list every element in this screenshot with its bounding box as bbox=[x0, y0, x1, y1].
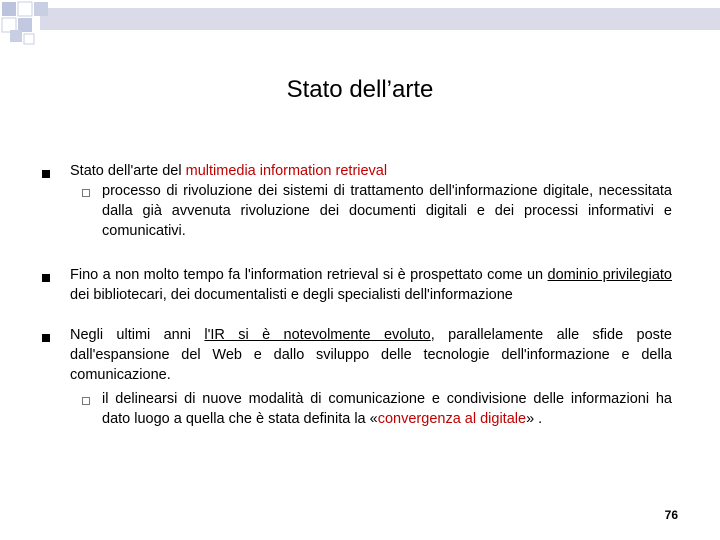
bullet-2-text: Fino a non molto tempo fa l'information retrieval si è prospettato come un dominio privilegiato dei bibliotecari, dei documentalisti e degli specialisti dell'informazione bbox=[70, 267, 672, 303]
bullet-3-text: Negli ultimi anni l'IR si è notevolmente evoluto, parallelamente alle sfide poste dall'espansione del Web e dallo sviluppo delle tecnologie dell'informazione e della comunicazione. bbox=[70, 327, 672, 383]
header-decoration bbox=[0, 0, 720, 50]
bullet-1-text bbox=[70, 161, 675, 181]
bullet-marker bbox=[42, 274, 50, 282]
bullet-1-sub-text: processo di rivoluzione dei sistemi di trattamento dell'informazione digitale, necessitata dalla già avvenuta rivoluzione dei documenti digitali e dei processi informativi e comunicativi. bbox=[102, 183, 672, 239]
bullet-1-highlight: multimedia information retrieval bbox=[185, 163, 388, 179]
sub-bullet-marker bbox=[82, 189, 90, 197]
sub-bullet-marker bbox=[82, 397, 90, 405]
bullet-marker bbox=[42, 170, 50, 178]
bullet-3-sub-text: il delinearsi di nuove modalità di comunicazione e condivisione delle informazioni ha dato luogo a quella che è stata definita la «convergenza al digitale» . bbox=[102, 391, 672, 427]
slide-title: Stato dell’arte bbox=[286, 76, 434, 103]
bullet-3-underline: l'IR si è notevolmente evoluto bbox=[204, 327, 431, 343]
bullet-1-prefix: Stato dell'arte del bbox=[70, 163, 186, 179]
page-number: 76 bbox=[664, 508, 678, 522]
bullet-marker bbox=[42, 334, 50, 342]
bullet-2-underline: dominio privilegiato bbox=[547, 267, 672, 283]
bullet-3-highlight: convergenza al digitale bbox=[377, 411, 527, 427]
